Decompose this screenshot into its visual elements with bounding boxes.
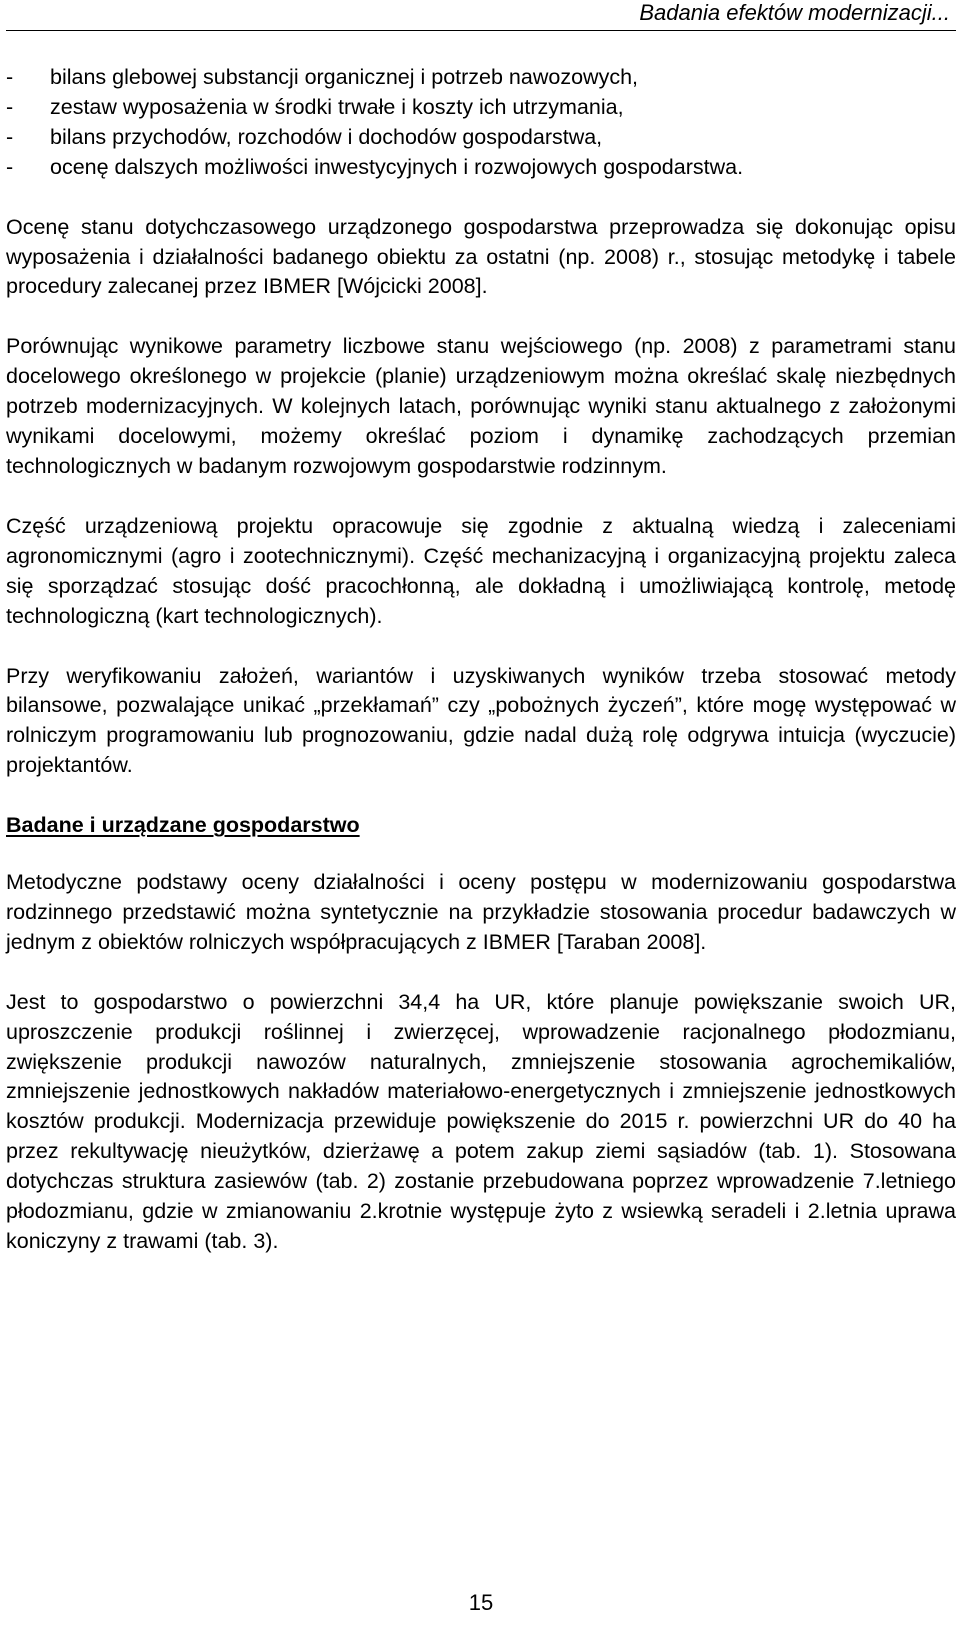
list-item: - zestaw wyposażenia w środki trwałe i koszty ich utrzymania, [6, 93, 956, 123]
paragraph-farm-description: Jest to gospodarstwo o powierzchni 34,4 ha UR, które planuje powiększanie swoich UR, uproszczenie produkcji roślinnej i zwierzęcej, wprowadzenie racjonalnego płodozmianu, zwiększenie produkcji nawozów naturalnych, zmniejszenie stosowania agrochemikaliów, zmniejszenie jednostkowych nakładów materiałowo-energetycznych i zmniejszenie jednostkowych kosztów produkcji. Modernizacja przewiduje powiększenie do 2015 r. powierzchni UR do 40 ha przez rekultywację nieużytków, dzierżawę a potem zakup ziemi sąsiadów (tab. 1). Stosowana dotychczas struktura zasiewów (tab. 2) zostanie przebudowana poprzez wprowadzenie 7.letniego płodozmianu, gdzie w zmianowaniu 2.krotnie występuje żyto z wsiewką seradeli i 2.letnia uprawa koniczyny z trawami (tab. 3). [6, 989, 956, 1253]
list-dash: - [6, 94, 14, 119]
paragraph-assessment: Ocenę stanu dotychczasowego urządzonego gospodarstwa przeprowadza się dokonując opisu wyposażenia i działalności badanego obiektu za ostatni (np. 2008) r., stosując metodykę i tabele procedury zalecanej przez IBMER [Wójcicki 2008]. [6, 214, 956, 299]
running-header: Badania efektów modernizacji... [6, 0, 956, 31]
bullet-list [6, 63, 956, 183]
document-page [6, 0, 956, 1628]
list-item: - bilans przychodów, rozchodów i dochodów gospodarstwa, [6, 123, 956, 153]
paragraph-methodology: Metodyczne podstawy oceny działalności i oceny postępu w modernizowaniu gospodarstwa rodzinnego przedstawić można syntetycznie na przykładzie stosowania procedur badawczych w jednym z obiektów rolniczych współpracujących z IBMER [Taraban 2008]. [6, 870, 956, 954]
list-item: - ocenę dalszych możliwości inwestycyjnych i rozwojowych gospodarstwa. [6, 153, 956, 183]
list-dash: - [6, 154, 14, 179]
paragraph-comparison: Porównując wynikowe parametry liczbowe stanu wejściowego (np. 2008) z parametrami stanu docelowego określonego w projekcie (planie) urządzeniowym można określać skalę niezbędnych potrzeb modernizacyjnych. W kolejnych latach, porównując wyniki stanu aktualnego z założonymi wynikami docelowymi, możemy określać poziom i dynamikę zachodzących przemian technologicznych w badanym rozwojowym gospodarstwie rodzinnym. [6, 334, 956, 478]
list-dash: - [6, 124, 14, 149]
document-body [6, 63, 956, 1257]
page-number: 15 [468, 1590, 494, 1615]
paragraph-verification: Przy weryfikowaniu założeń, wariantów i uzyskiwanych wyników trzeba stosować metody bilansowe, pozwalające unikać „przekłamań” czy „pobożnych życzeń”, które mogę występować w rolniczym programowaniu lub prognozowaniu, gdzie nadal dużą rolę odgrywa intuicja (wyczucie) projektantów. [6, 663, 956, 778]
paragraph-project-parts: Część urządzeniową projektu opracowuje się zgodnie z aktualną wiedzą i zaleceniami agronomicznymi (agro i zootechnicznymi). Część mechanizacyjną i organizacyjną projektu zaleca się sporządzać stosując dość pracochłonną, ale dokładną i umożliwiającą kontrolę, metodę technologiczną (kart technologicznych). [6, 513, 956, 628]
list-item: - bilans glebowej substancji organicznej i potrzeb nawozowych, [6, 63, 956, 93]
section-heading: Badane i urządzane gospodarstwo [6, 813, 360, 838]
list-dash: - [6, 65, 14, 89]
